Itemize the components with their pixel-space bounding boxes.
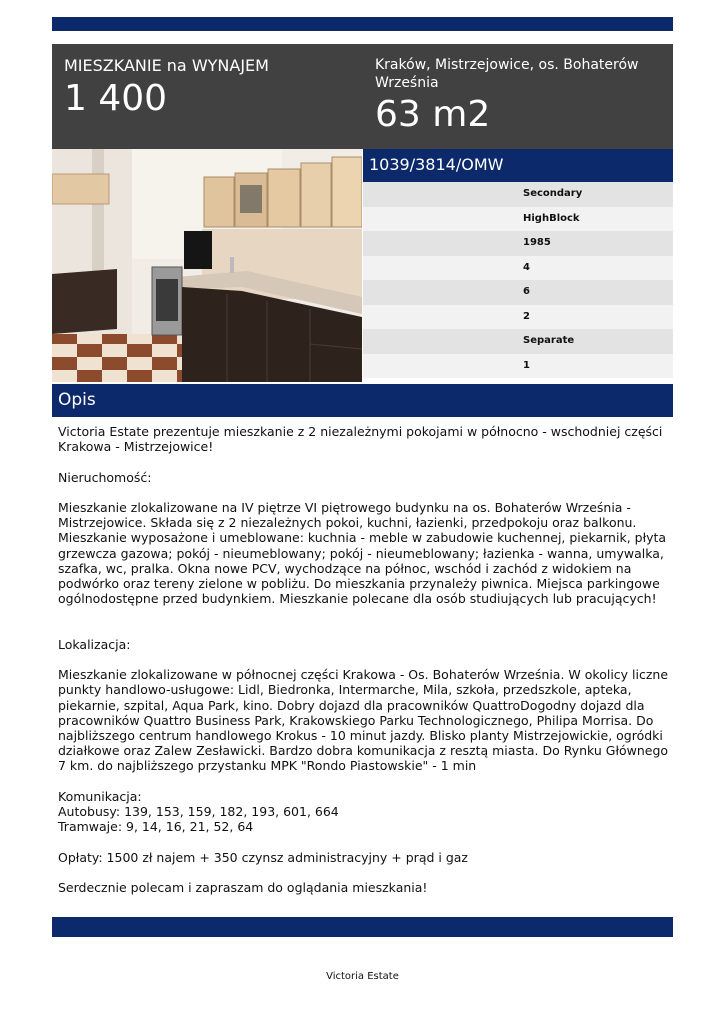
property-row xyxy=(363,256,673,281)
header-left xyxy=(64,56,354,120)
property-value: 4 xyxy=(523,261,530,273)
property-value: 1985 xyxy=(523,237,551,248)
tram-lines: Tramwaje: 9, 14, 16, 21, 52, 64 xyxy=(58,819,254,835)
reference-number-bar xyxy=(363,149,673,182)
bottom-accent-bar xyxy=(52,917,673,937)
bus-lines: Autobusy: 139, 153, 159, 182, 193, 601, 664 xyxy=(58,804,339,819)
property-row xyxy=(363,207,673,232)
location-heading: Lokalizacja: xyxy=(58,636,131,652)
footer-company: Victoria Estate xyxy=(326,971,399,982)
kitchen-photo xyxy=(52,149,362,382)
header-right xyxy=(375,56,665,136)
property-value: Separate xyxy=(523,335,575,346)
property-row xyxy=(363,182,673,207)
transport-heading: Komunikacja: xyxy=(58,788,142,804)
property-row xyxy=(363,305,673,330)
kitchen-photo-illustration xyxy=(52,149,362,382)
listing-header xyxy=(52,44,673,149)
top-accent-bar xyxy=(52,17,673,31)
listing-location: Kraków, Mistrzejowice, os. Bohaterów Września xyxy=(375,57,639,91)
property-value: Secondary xyxy=(523,188,583,199)
description-title: Opis xyxy=(58,390,96,410)
property-row xyxy=(363,280,673,305)
fees-text: Opłaty: 1500 zł najem + 350 czynsz administracyjny + prąd i gaz xyxy=(58,849,468,865)
closing-text: Serdecznie polecam i zapraszam do oglądania mieszkania! xyxy=(58,879,428,895)
location-text: Mieszkanie zlokalizowane w północnej części Krakowa - Os. Bohaterów Września. W okolicy liczne punkty handlowo-usługowe: Lidl, Biedronka, Intermarche, Mila, szkoła, przedszkole, apteka, piekarnie, szpital, Aqua Park, kino. Dobry dojazd dla pracowników QuattroDogodny dojazd dla pracowników Quattro Business Park, Krakowskiego Parku Technologicznego, Philipa Morrisa. Do najbliższego centrum handlowego Krokus - 10 minut jazdy. Blisko planty Mistrzejowickie, ogródki działkowe oraz Zalew Zesławicki. Bardzo dobra komunikacja z resztą miasta. Do Rynku Głównego 7 km. do najbliższego przystanku MPK "Rondo Piastowskie" - 1 min xyxy=(58,667,669,774)
property-details-list xyxy=(363,182,673,378)
listing-type: MIESZKANIE na WYNAJEM xyxy=(64,56,269,75)
listing-price: 1 400 xyxy=(64,78,168,119)
property-row xyxy=(363,354,673,379)
description-body xyxy=(58,424,670,895)
property-value: 1 xyxy=(523,359,530,371)
property-row xyxy=(363,231,673,256)
property-text: Mieszkanie zlokalizowane na IV piętrze VI piętrowego budynku na os. Bohaterów Września - Mistrzejowice. Składa się z 2 niezależnych pokoi, kuchni, łazienki, przedpokoju oraz balkonu. Mieszkanie wyposażone i umeblowane: kuchnia - meble w zabudowie kuchennej, piekarnik, płyta grzewcza gazowa; pokój - nieumeblowany; pokój - nieumeblowany; łazienka - wanna, umywalka, szafka, wc, pralka. Okna nowe PCV, wychodzące na północ, wschód i zachód z widokiem na podwórko oraz tereny zielone w pobliżu. Do mieszkania przynależy piwnica. Miejsca parkingowe ogólnodostępne przed budynkiem. Mieszkanie polecane dla osób studiujących lub pracujących! xyxy=(58,499,667,607)
property-row xyxy=(363,329,673,354)
reference-number: 1039/3814/OMW xyxy=(369,155,504,174)
description-header xyxy=(52,384,673,417)
property-value: 2 xyxy=(523,310,530,322)
property-value: HighBlock xyxy=(523,212,580,224)
listing-area: 63 m2 xyxy=(375,94,491,135)
description-intro: Victoria Estate prezentuje mieszkanie z 2 niezależnymi pokojami w północno - wschodniej części Krakowa - Mistrzejowice! xyxy=(58,424,663,455)
property-heading: Nieruchomość: xyxy=(58,469,152,485)
property-value: 6 xyxy=(523,286,530,297)
